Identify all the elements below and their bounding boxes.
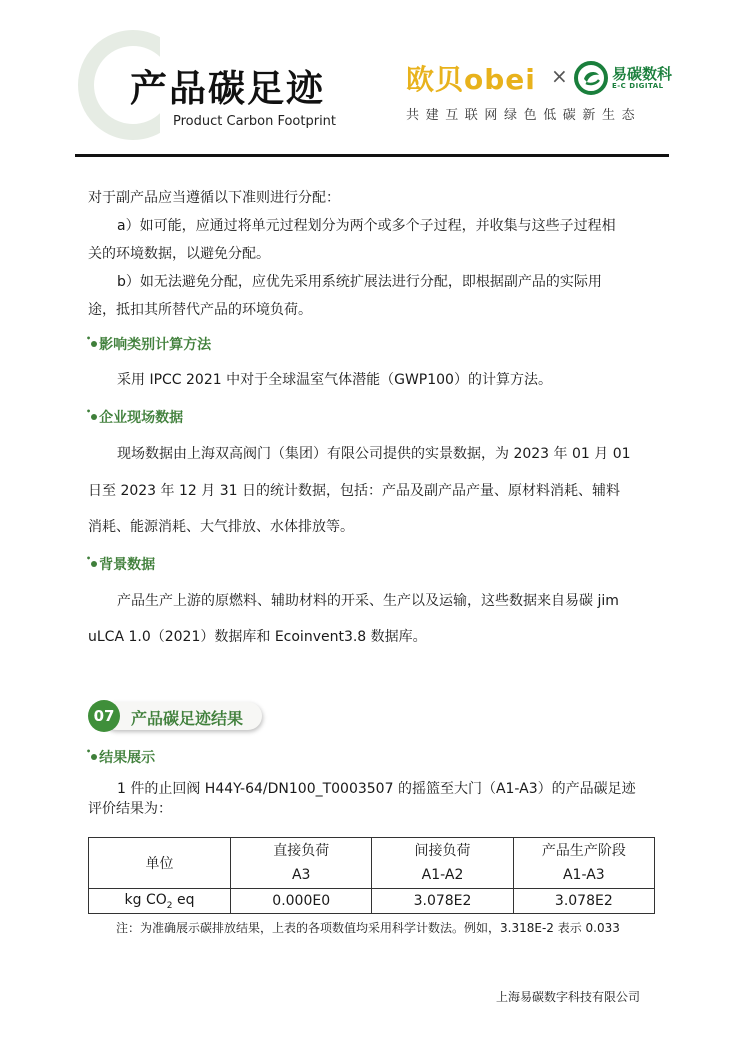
bullet-dot-icon (91, 754, 97, 760)
page-subtitle: Product Carbon Footprint (173, 114, 337, 129)
header-divider (75, 154, 669, 157)
bullet-mark-icon: • (86, 334, 92, 343)
section-07-badge (88, 700, 264, 732)
table-cell-indirect: 3.078E2 (372, 889, 513, 914)
bullet-dot-icon (91, 561, 97, 567)
bullet-dot-icon (91, 414, 97, 420)
column-name: 产品生产阶段 (541, 843, 626, 859)
column-stage: A3 (291, 867, 311, 883)
column-name: 直接负荷 (273, 843, 330, 859)
impact-heading-text: 影响类别计算方法 (99, 337, 212, 353)
section-title: 产品碳足迹结果 (131, 709, 244, 728)
site-data-line2: 日至 2023 年 12 月 31 日的统计数据，包括：产品及副产品产量、原材料消耗、辅料 (88, 483, 620, 499)
allocation-intro: 对于副产品应当遵循以下准则进行分配： (88, 190, 340, 206)
background-data-heading-text: 背景数据 (99, 557, 156, 573)
column-name: 间接负荷 (414, 843, 471, 859)
page-title: 产品碳足迹 (130, 67, 325, 110)
impact-text: 采用 IPCC 2021 中对于全球温室气体潜能（GWP100）的计算方法。 (117, 372, 552, 388)
table-row (89, 889, 655, 914)
unit-subscript: 2 (166, 900, 173, 911)
table-header-production (513, 838, 654, 889)
ec-digital-logo-subtitle: E-C DIGITAL (612, 82, 664, 90)
column-stage: A1-A3 (562, 867, 605, 883)
impact-heading (86, 334, 211, 354)
bullet-mark-icon: • (86, 554, 92, 563)
logo-separator: × (551, 64, 568, 88)
results-line2: 评价结果为： (88, 801, 172, 817)
table-header-row (89, 838, 655, 889)
section-number: 07 (88, 700, 120, 732)
background-data-line1: 产品生产上游的原燃料、辅助材料的开采、生产以及运输，这些数据来自易碳 jim (117, 593, 619, 609)
unit-prefix: kg CO (124, 891, 167, 908)
table-header-indirect (372, 838, 513, 889)
allocation-rule-a-line2: 关的环境数据，以避免分配。 (88, 246, 270, 262)
ec-digital-logo-icon (574, 61, 608, 99)
results-heading (86, 747, 155, 767)
bullet-dot-icon (91, 341, 97, 347)
footer-company: 上海易碳数字科技有限公司 (496, 990, 641, 1004)
ec-digital-logo-name: 易碳数科 (612, 65, 673, 83)
table-cell-direct: 0.000E0 (231, 889, 372, 914)
table-cell-unit (89, 889, 231, 914)
unit-suffix: eq (172, 891, 195, 908)
site-data-line3: 消耗、能源消耗、大气排放、水体排放等。 (88, 519, 354, 535)
table-header-direct (231, 838, 372, 889)
allocation-rule-b-line1: b）如无法避免分配，应优先采用系统扩展法进行分配，即根据副产品的实际用 (117, 274, 602, 290)
allocation-rule-a-line1: a）如可能，应通过将单元过程划分为两个或多个子过程，并收集与这些子过程相 (117, 218, 616, 234)
table-note: 注：为准确展示碳排放结果，上表的各项数值均采用科学计数法。例如，3.318E-2 表示 0.033 (116, 921, 620, 935)
bullet-mark-icon: • (86, 747, 92, 756)
background-data-line2: uLCA 1.0（2021）数据库和 Ecoinvent3.8 数据库。 (88, 629, 427, 645)
table-cell-production: 3.078E2 (513, 889, 654, 914)
results-heading-text: 结果展示 (99, 750, 156, 766)
site-data-line1: 现场数据由上海双高阀门（集团）有限公司提供的实景数据，为 2023 年 01 月 01 (117, 446, 631, 462)
column-stage: A1-A2 (421, 867, 464, 883)
slogan: 共建互联网绿色低碳新生态 (406, 108, 642, 123)
results-line1: 1 件的止回阀 H44Y-64/DN100_T0003507 的摇篮至大门（A1-A3）的产品碳足迹 (117, 781, 636, 797)
background-data-heading (86, 554, 155, 574)
bullet-mark-icon: • (86, 407, 92, 416)
site-data-heading-text: 企业现场数据 (99, 410, 184, 426)
site-data-heading (86, 407, 183, 427)
table-header-unit: 单位 (89, 838, 231, 889)
obei-logo: 欧贝obei (406, 63, 536, 96)
allocation-rule-b-line2: 途，抵扣其所替代产品的环境负荷。 (88, 302, 312, 318)
results-table (88, 837, 655, 914)
